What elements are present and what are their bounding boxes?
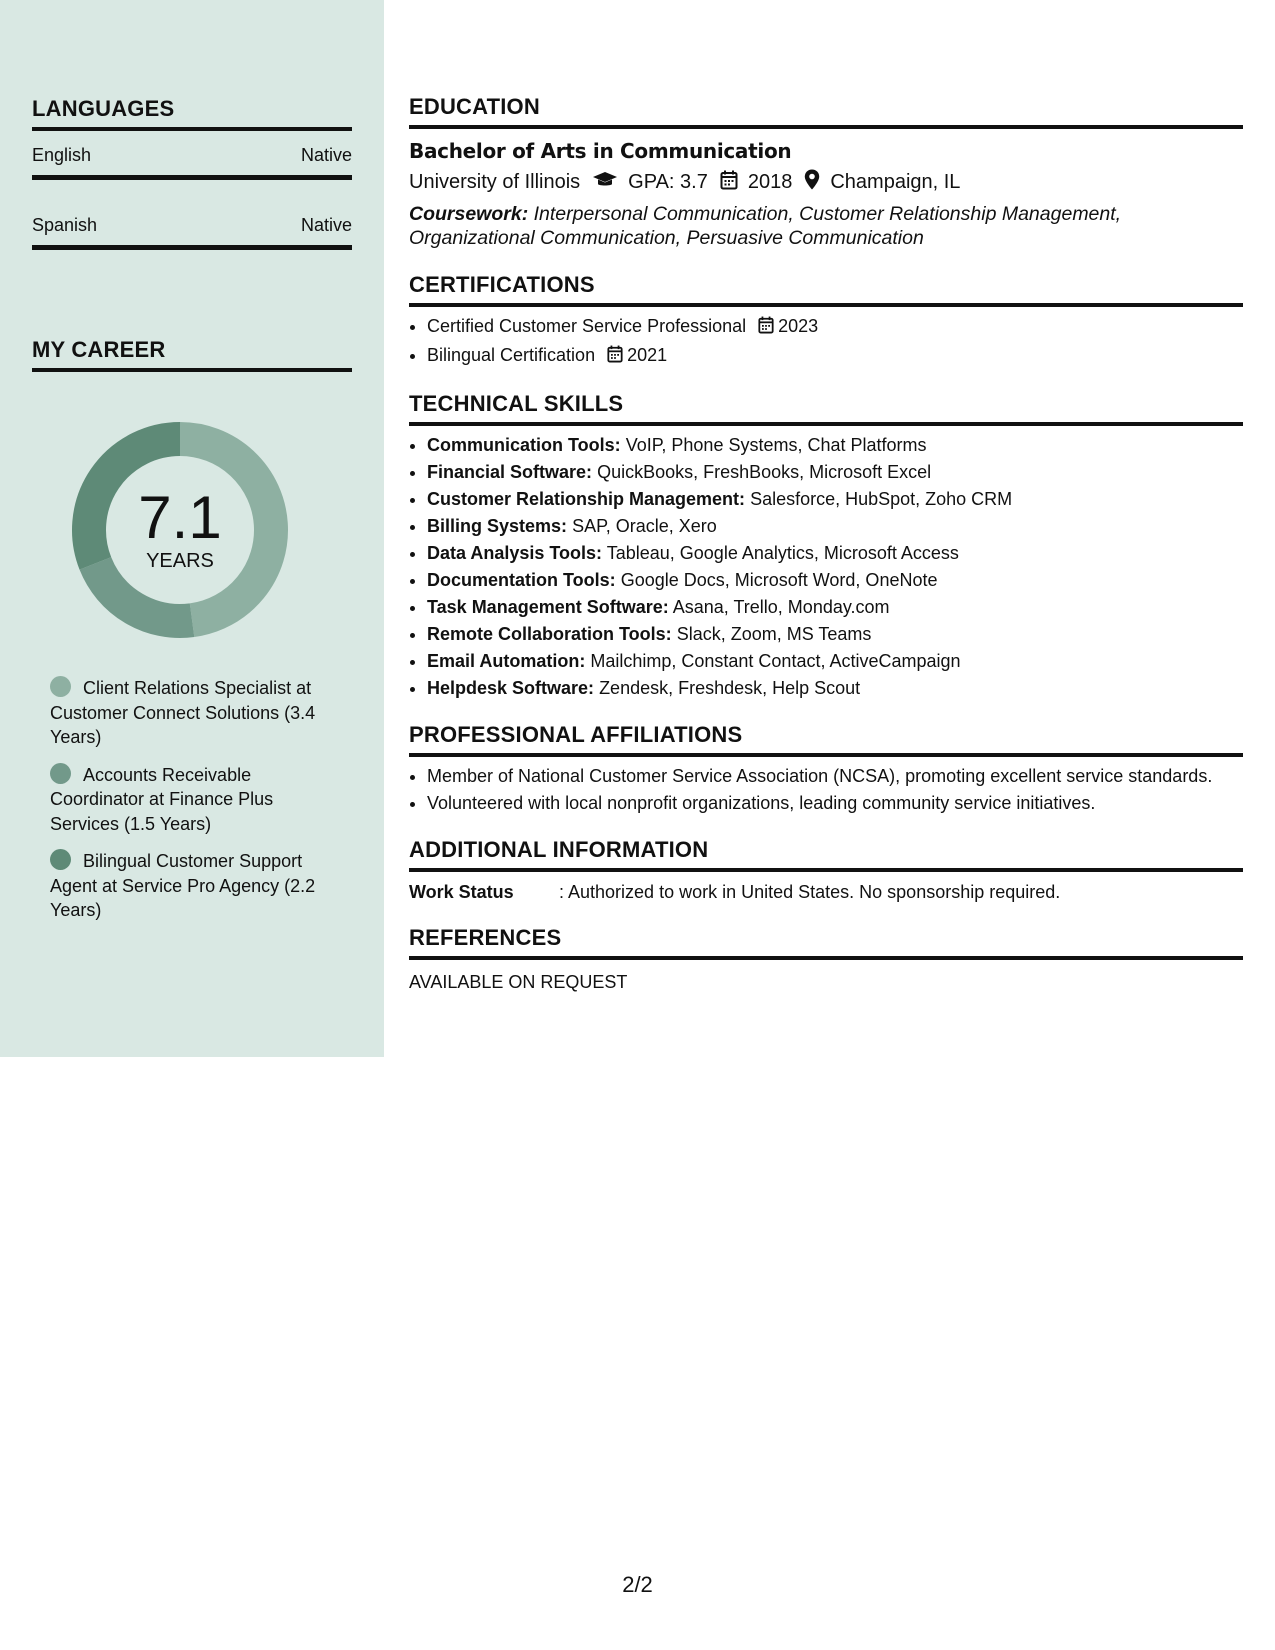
graduation-year: 2018 xyxy=(747,171,793,193)
additional-info-title: ADDITIONAL INFORMATION xyxy=(409,837,1243,872)
career-item xyxy=(50,763,340,837)
skill-item xyxy=(427,434,1243,457)
coursework-label: Coursework: xyxy=(409,203,529,225)
language-name: English xyxy=(32,145,92,165)
affiliations-section xyxy=(409,722,1243,815)
certification-name: Bilingual Certification xyxy=(427,345,596,365)
career-item-text: Accounts Receivable Coordinator at Finance Plus Services (1.5 Years) xyxy=(50,764,274,834)
legend-dot-icon xyxy=(50,849,71,870)
calendar-icon xyxy=(720,170,738,196)
references-section xyxy=(409,925,1243,993)
donut-center xyxy=(66,416,294,644)
certification-item xyxy=(427,344,1243,369)
skill-label: Documentation Tools: xyxy=(427,570,616,590)
career-title: MY CAREER xyxy=(32,337,352,372)
certifications-list xyxy=(409,315,1243,369)
language-level: Native xyxy=(300,215,352,235)
skills-list xyxy=(409,434,1243,700)
page-number: 2/2 xyxy=(622,1572,653,1597)
work-status-value: : Authorized to work in United States. No sponsorship required. xyxy=(559,882,1061,902)
work-status-row xyxy=(409,882,1243,903)
graduation-cap-icon xyxy=(592,171,618,195)
sidebar xyxy=(0,0,384,1057)
affiliation-item: • Volunteered with local nonprofit organizations, leading community service initiatives. xyxy=(427,792,1243,815)
work-status-label: Work Status xyxy=(409,882,514,902)
certification-year: 2023 xyxy=(778,316,819,336)
skill-label: Email Automation: xyxy=(427,651,586,671)
career-item xyxy=(50,676,340,750)
skill-item xyxy=(427,596,1243,619)
skill-label: Helpdesk Software: xyxy=(427,678,595,698)
school-name: University of Illinois xyxy=(409,171,581,193)
skill-label: Task Management Software: xyxy=(427,597,669,617)
additional-info-section xyxy=(409,837,1243,903)
affiliation-item: • Member of National Customer Service Association (NCSA), promoting excellent service standards. xyxy=(427,765,1243,788)
language-row xyxy=(32,201,352,250)
references-title: REFERENCES xyxy=(409,925,1243,960)
affiliations-list xyxy=(409,765,1243,815)
skill-value: Zendesk, Freshdesk, Help Scout xyxy=(599,678,861,698)
skill-item xyxy=(427,677,1243,700)
skill-value: QuickBooks, FreshBooks, Microsoft Excel xyxy=(597,462,932,482)
skill-value: SAP, Oracle, Xero xyxy=(572,516,717,536)
skill-label: Data Analysis Tools: xyxy=(427,543,603,563)
degree-title: Bachelor of Arts in Communication xyxy=(409,139,792,163)
skill-item xyxy=(427,623,1243,646)
career-donut-chart xyxy=(66,416,294,644)
skill-item xyxy=(427,461,1243,484)
career-total-years: 7.1 xyxy=(138,483,222,551)
skill-label: Communication Tools: xyxy=(427,435,621,455)
certifications-section xyxy=(409,272,1243,369)
skill-label: Remote Collaboration Tools: xyxy=(427,624,672,644)
coursework xyxy=(409,202,1243,250)
skill-value: Slack, Zoom, MS Teams xyxy=(676,624,872,644)
location-pin-icon xyxy=(804,169,820,196)
gpa: GPA: 3.7 xyxy=(628,171,708,193)
skill-value: Asana, Trello, Monday.com xyxy=(672,597,890,617)
education-meta xyxy=(409,169,1243,196)
calendar-icon xyxy=(607,345,623,369)
skill-value: Google Docs, Microsoft Word, OneNote xyxy=(620,570,938,590)
coursework-list: Interpersonal Communication, Customer Relationship Management, Organizational Communication, Persuasive Communication xyxy=(409,203,1122,249)
skill-value: Salesforce, HubSpot, Zoho CRM xyxy=(750,489,1013,509)
skill-item xyxy=(427,488,1243,511)
skill-label: Customer Relationship Management: xyxy=(427,489,746,509)
language-name: Spanish xyxy=(32,215,98,235)
skill-item xyxy=(427,542,1243,565)
education-title: EDUCATION xyxy=(409,94,1243,129)
career-total-unit: YEARS xyxy=(146,549,214,572)
skill-value: Mailchimp, Constant Contact, ActiveCampaign xyxy=(590,651,961,671)
certification-item xyxy=(427,315,1243,340)
affiliations-title: PROFESSIONAL AFFILIATIONS xyxy=(409,722,1243,757)
skill-value: VoIP, Phone Systems, Chat Platforms xyxy=(625,435,927,455)
technical-skills-section xyxy=(409,391,1243,700)
languages-title: LANGUAGES xyxy=(32,96,352,131)
legend-dot-icon xyxy=(50,763,71,784)
career-item-text: Bilingual Customer Support Agent at Service Pro Agency (2.2 Years) xyxy=(50,851,316,920)
skill-item xyxy=(427,515,1243,538)
calendar-icon xyxy=(758,316,774,340)
main-content xyxy=(409,94,1243,993)
skill-item xyxy=(427,569,1243,592)
skill-item xyxy=(427,650,1243,673)
career-item xyxy=(50,849,340,923)
technical-skills-title: TECHNICAL SKILLS xyxy=(409,391,1243,426)
language-row xyxy=(32,131,352,180)
career-item-text: Client Relations Specialist at Customer Connect Solutions (3.4 Years) xyxy=(50,678,316,747)
career-section xyxy=(32,337,352,372)
certification-name: Certified Customer Service Professional xyxy=(427,316,747,336)
references-text: AVAILABLE ON REQUEST xyxy=(409,972,628,992)
certifications-title: CERTIFICATIONS xyxy=(409,272,1243,307)
skill-value: Tableau, Google Analytics, Microsoft Access xyxy=(606,543,959,563)
education-section xyxy=(409,94,1243,250)
legend-dot-icon xyxy=(50,676,71,697)
skill-label: Billing Systems: xyxy=(427,516,568,536)
languages-section xyxy=(32,96,352,250)
skill-label: Financial Software: xyxy=(427,462,593,482)
certification-year: 2021 xyxy=(627,345,668,365)
language-level: Native xyxy=(300,145,352,165)
school-location: Champaign, IL xyxy=(830,171,961,193)
career-legend xyxy=(50,676,340,936)
